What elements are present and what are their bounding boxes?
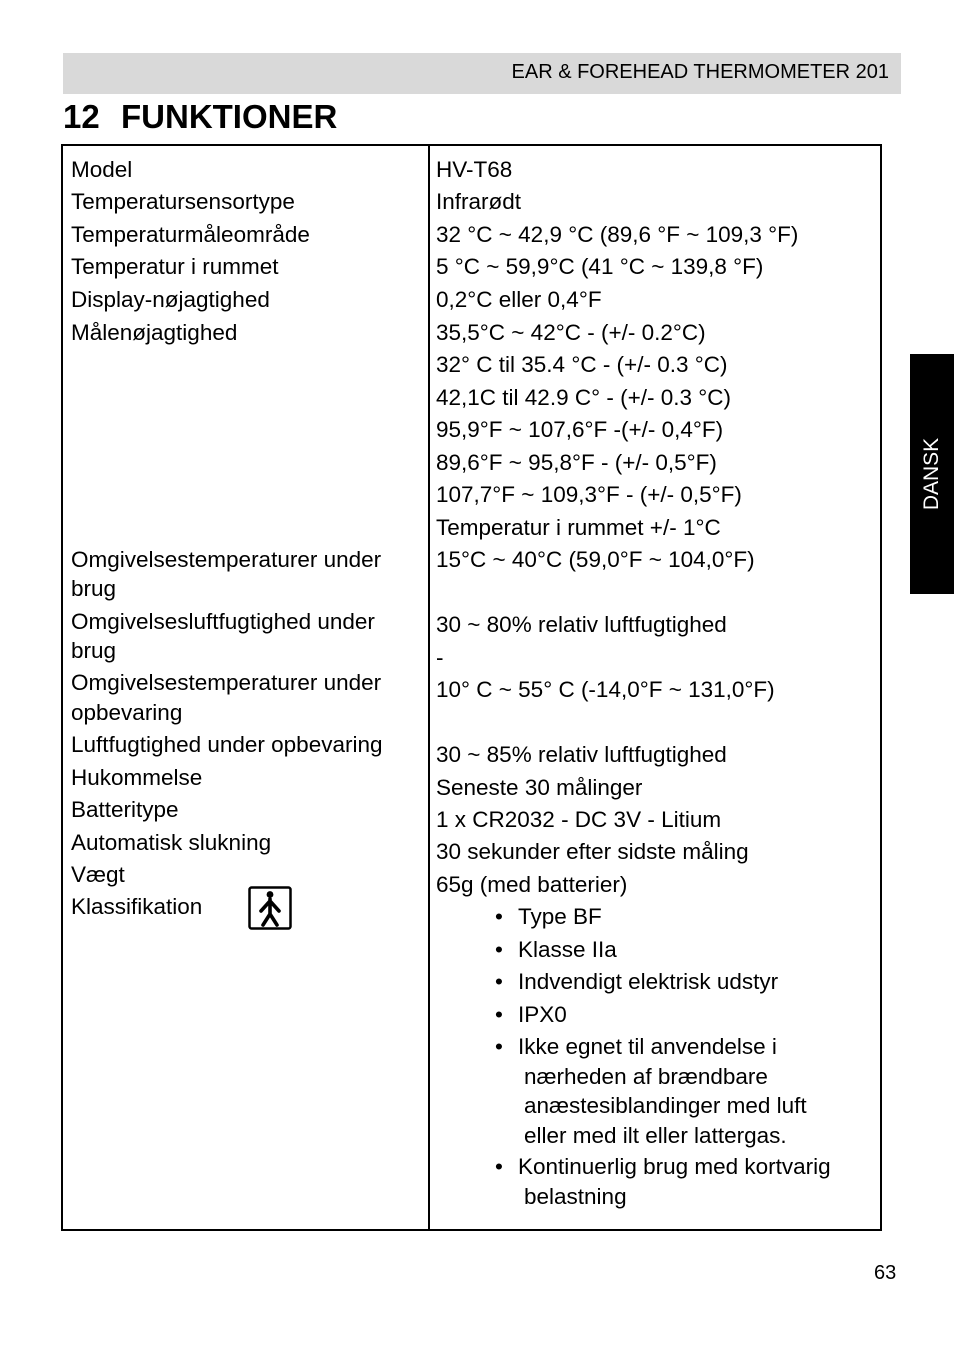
bullet-mark: • (495, 1002, 503, 1027)
label-ambient-use-cont: brug (71, 576, 117, 601)
value-accuracy-line: 89,6°F ~ 95,8°F - (+/- 0,5°F) (436, 450, 717, 475)
language-tab-label: DANSK (920, 437, 943, 511)
section-title: FUNKTIONER (121, 98, 338, 135)
value-accuracy-line: 107,7°F ~ 109,3°F - (+/- 0,5°F) (436, 482, 742, 507)
value-ambient-use: 15°C ~ 40°C (59,0°F ~ 104,0°F) (436, 547, 755, 572)
value-accuracy-line: 42,1C til 42.9 C° - (+/- 0.3 °C) (436, 385, 731, 410)
header-band (63, 53, 901, 94)
section-number: 12 (63, 98, 100, 135)
label-humidity-use-cont: brug (71, 638, 117, 663)
value-sensor-type: Infrarødt (436, 189, 522, 214)
label-measure-accuracy: Målenøjagtighed (71, 320, 238, 345)
label-auto-off: Automatisk slukning (71, 830, 272, 855)
classification-item: IPX0 (518, 1002, 567, 1027)
bullet-mark: • (495, 1034, 503, 1059)
value-model: HV-T68 (436, 157, 513, 182)
language-tab (910, 354, 954, 594)
label-humidity-storage: Luftfugtighed under opbevaring (71, 732, 383, 757)
label-model: Model (71, 157, 133, 182)
label-room-temp: Temperatur i rummet (71, 254, 279, 279)
label-range: Temperaturmåleområde (71, 222, 310, 247)
document-title: EAR & FOREHEAD THERMOMETER 201 (511, 61, 889, 83)
value-room-temp: 5 °C ~ 59,9°C (41 °C ~ 139,8 °F) (436, 254, 764, 279)
value-accuracy-line: 35,5°C ~ 42°C - (+/- 0.2°C) (436, 320, 706, 345)
classification-item-cont: eller med ilt eller lattergas. (524, 1122, 787, 1148)
value-battery: 1 x CR2032 - DC 3V - Litium (436, 807, 722, 832)
bullet-mark: • (495, 1154, 503, 1179)
column-divider (428, 146, 430, 1229)
classification-item: Klasse IIa (518, 937, 617, 962)
value-display-accuracy: 0,2°C eller 0,4°F (436, 287, 602, 312)
classification-item: Ikke egnet til anvendelse i nærheden af brændbare anæstesiblandinger med luft eller med ilt eller lattergas. (518, 1032, 807, 1150)
classification-item-cont: nærheden af brændbare (524, 1063, 768, 1089)
value-humidity-use: 30 ~ 80% relativ luftfugtighed (436, 612, 727, 637)
label-humidity-use: Omgivelsesluftfugtighed under (71, 609, 375, 634)
value-dash: - (436, 645, 444, 670)
classification-item: Type BF (518, 904, 602, 929)
label-weight: Vægt (71, 862, 125, 887)
value-humidity-storage: 30 ~ 85% relativ luftfugtighed (436, 742, 727, 767)
value-accuracy-line: Temperatur i rummet +/- 1°C (436, 515, 721, 540)
label-ambient-storage: Omgivelsestemperaturer under (71, 670, 382, 695)
section-heading (63, 98, 337, 136)
classification-item: Kontinuerlig brug med kortvarig belastning (518, 1152, 831, 1211)
label-display-accuracy: Display-nøjagtighed (71, 287, 270, 312)
classification-item-cont: belastning (524, 1183, 627, 1209)
value-accuracy-line: 95,9°F ~ 107,6°F -(+/- 0,4°F) (436, 417, 724, 442)
value-accuracy-line: 32° C til 35.4 °C - (+/- 0.3 °C) (436, 352, 728, 377)
label-battery: Batteritype (71, 797, 179, 822)
label-classification: Klassifikation (71, 894, 203, 919)
label-ambient-use: Omgivelsestemperaturer under (71, 547, 382, 572)
label-memory: Hukommelse (71, 765, 203, 790)
bullet-mark: • (495, 937, 503, 962)
label-sensor-type: Temperatursensortype (71, 189, 295, 214)
classification-item-cont: anæstesiblandinger med luft (524, 1093, 807, 1118)
value-ambient-storage: 10° C ~ 55° C (-14,0°F ~ 131,0°F) (436, 677, 775, 702)
label-ambient-storage-cont: opbevaring (71, 700, 183, 725)
page-number: 63 (874, 1262, 897, 1284)
bullet-mark: • (495, 969, 503, 994)
spec-table (61, 144, 882, 1231)
classification-item: Indvendigt elektrisk udstyr (518, 969, 779, 994)
bullet-mark: • (495, 904, 503, 929)
value-weight: 65g (med batterier) (436, 872, 628, 897)
type-bf-applied-part-icon (248, 886, 292, 930)
value-auto-off: 30 sekunder efter sidste måling (436, 839, 749, 864)
value-memory: Seneste 30 målinger (436, 775, 643, 800)
value-range: 32 °C ~ 42,9 °C (89,6 °F ~ 109,3 °F) (436, 222, 799, 247)
